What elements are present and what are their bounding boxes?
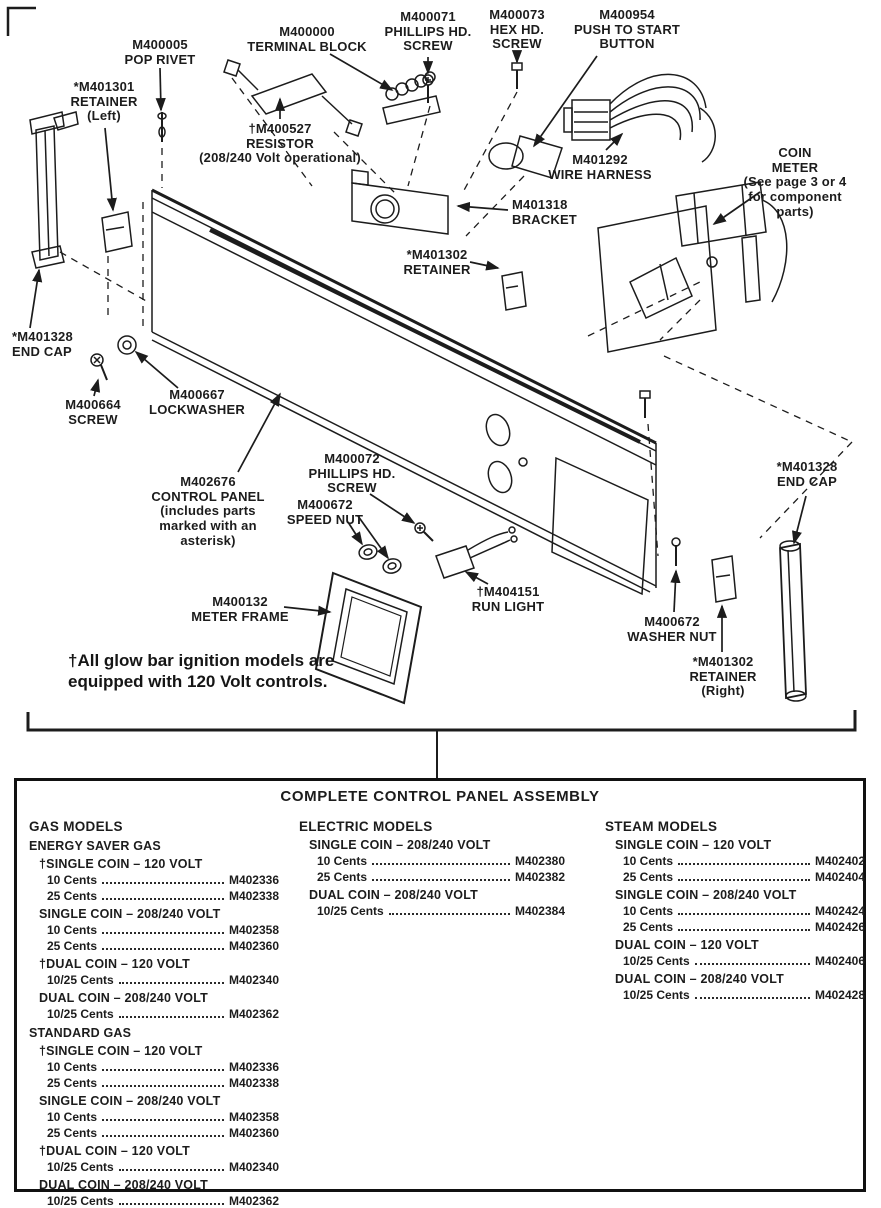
- model-group-title: DUAL COIN – 208/240 VOLT: [615, 972, 784, 986]
- part-row: [623, 854, 865, 868]
- dotted-leader: [102, 923, 224, 934]
- part-label-line: END CAP: [12, 343, 72, 359]
- part-label-line: *M401328: [776, 459, 838, 474]
- part-label-resistor: [199, 122, 361, 166]
- dotted-leader: [102, 889, 224, 900]
- coin-denomination: 10 Cents: [47, 873, 98, 887]
- part-label-meter-frame: [191, 595, 289, 624]
- part-label-line: M401318: [512, 197, 568, 212]
- part-label-line: WASHER NUT: [627, 628, 717, 644]
- part-label-end-cap-left: [12, 330, 73, 359]
- part-label-line: SCREW: [68, 411, 118, 427]
- column-header: STEAM MODELS: [605, 819, 718, 834]
- part-label-line: METER: [771, 159, 819, 175]
- dotted-leader: [389, 904, 510, 915]
- bracket-sketch: [352, 170, 448, 234]
- model-group: [615, 889, 865, 934]
- glow-bar-footnote: [68, 650, 334, 693]
- model-group-title: DUAL COIN – 208/240 VOLT: [309, 888, 478, 902]
- part-label-line: LOCKWASHER: [149, 401, 245, 417]
- part-number: M402340: [228, 1160, 279, 1174]
- coin-denomination: 25 Cents: [623, 920, 674, 934]
- dotted-leader: [102, 1076, 224, 1087]
- model-group: [615, 939, 865, 968]
- part-label-phillips-hd-screw-lower: [309, 452, 396, 496]
- part-label-line: parts): [776, 203, 814, 219]
- coin-denomination: 10/25 Cents: [47, 1194, 114, 1208]
- column-subheader: STANDARD GAS: [29, 1026, 132, 1040]
- coin-denomination: 25 Cents: [47, 1076, 98, 1090]
- model-group: [39, 858, 279, 903]
- coin-denomination: 10/25 Cents: [47, 1007, 114, 1021]
- model-group: [39, 908, 279, 953]
- dotted-leader: [119, 973, 224, 984]
- column-header: ELECTRIC MODELS: [299, 819, 433, 834]
- part-label-line: M400071: [400, 9, 456, 24]
- coin-denomination: 25 Cents: [47, 939, 98, 953]
- part-number: M402406: [814, 954, 865, 968]
- part-label-line: †M404151: [476, 584, 540, 599]
- part-number: M402360: [228, 939, 279, 953]
- model-group: [615, 973, 865, 1002]
- model-group-title: DUAL COIN – 208/240 VOLT: [39, 991, 208, 1005]
- part-label-phillips-hd-screw-top: [385, 10, 472, 54]
- coin-denomination: 10 Cents: [623, 904, 674, 918]
- model-group-title: SINGLE COIN – 208/240 VOLT: [39, 1094, 221, 1108]
- leader-arrows: [30, 51, 806, 652]
- model-group-title: SINGLE COIN – 208/240 VOLT: [309, 838, 491, 852]
- coin-denomination: 10/25 Cents: [623, 954, 690, 968]
- part-number: M402428: [814, 988, 865, 1002]
- part-row: [47, 1194, 279, 1208]
- dotted-leader: [678, 854, 810, 865]
- part-row: [623, 954, 865, 968]
- part-label-run-light: [472, 585, 545, 614]
- coin-denomination: 10 Cents: [47, 1110, 98, 1124]
- part-label-line: M400664: [65, 397, 121, 412]
- dotted-leader: [695, 988, 810, 999]
- dotted-leader: [102, 1126, 224, 1137]
- part-row: [623, 988, 865, 1002]
- part-label-line: (Right): [701, 683, 745, 699]
- models-column-electric: [299, 819, 565, 918]
- part-label-washer-nut: [627, 615, 716, 644]
- part-label-line: †M400527: [248, 121, 312, 136]
- model-group: [39, 1045, 279, 1090]
- part-label-line: M400132: [212, 594, 268, 609]
- footnote-line: †All glow bar ignition models are: [68, 651, 335, 670]
- part-label-line: HEX HD.: [489, 21, 545, 37]
- part-label-end-cap-right: [777, 460, 838, 489]
- screw-sketches: [415, 63, 522, 541]
- model-group-title: DUAL COIN – 120 VOLT: [615, 938, 759, 952]
- dotted-leader: [678, 904, 810, 915]
- part-label-screw: [65, 398, 121, 427]
- part-label-line: (Left): [87, 108, 121, 124]
- part-label-line: WIRE HARNESS: [548, 166, 652, 182]
- part-row: [317, 904, 565, 918]
- model-group-title: †DUAL COIN – 120 VOLT: [39, 957, 190, 971]
- table-columns: [17, 781, 865, 1208]
- part-label-line: *M401302: [406, 247, 468, 262]
- part-row: [47, 1076, 279, 1090]
- part-number: M402362: [228, 1194, 279, 1208]
- part-label-line: RUN LIGHT: [471, 598, 545, 614]
- part-row: [47, 1160, 279, 1174]
- coin-denomination: 25 Cents: [47, 889, 98, 903]
- model-group: [39, 992, 279, 1021]
- part-number: M402384: [514, 904, 565, 918]
- part-label-line: TERMINAL BLOCK: [247, 38, 367, 54]
- part-label-lockwasher: [149, 388, 245, 417]
- retainer-clip-sketches: [502, 272, 736, 602]
- wire-harness-sketch: [564, 74, 715, 162]
- model-group: [39, 1145, 279, 1174]
- part-label-control-panel: [151, 475, 264, 548]
- part-label-wire-harness: [548, 153, 652, 182]
- part-label-line: SPEED NUT: [286, 511, 364, 527]
- part-row: [623, 920, 865, 934]
- coin-denomination: 10/25 Cents: [47, 973, 114, 987]
- coin-denomination: 10/25 Cents: [623, 988, 690, 1002]
- model-group-title: DUAL COIN – 208/240 VOLT: [39, 1178, 208, 1192]
- dotted-leader: [102, 1060, 224, 1071]
- part-label-line: (See page 3 or 4: [743, 174, 847, 190]
- coin-denomination: 10 Cents: [623, 854, 674, 868]
- dotted-leader: [678, 920, 810, 931]
- dotted-leader: [119, 1007, 224, 1018]
- model-group-title: SINGLE COIN – 208/240 VOLT: [615, 888, 797, 902]
- coin-denomination: 10/25 Cents: [317, 904, 384, 918]
- column-subheader: ENERGY SAVER GAS: [29, 839, 161, 853]
- part-number: M402358: [228, 1110, 279, 1124]
- part-number: M402426: [814, 920, 865, 934]
- part-label-retainer-upper: [403, 248, 470, 277]
- part-number: M402338: [228, 1076, 279, 1090]
- part-number: M402404: [814, 870, 865, 884]
- part-label-line: BRACKET: [512, 211, 577, 227]
- part-row: [47, 923, 279, 937]
- model-group: [615, 839, 865, 884]
- footnote-line: equipped with 120 Volt controls.: [68, 672, 328, 692]
- dotted-leader: [372, 854, 510, 865]
- model-group: [309, 839, 565, 884]
- dotted-leader: [695, 954, 810, 965]
- part-label-retainer-left: [70, 80, 137, 124]
- column-header: GAS MODELS: [29, 819, 123, 834]
- part-label-line: M402676: [180, 474, 236, 489]
- part-label-line: PHILLIPS HD.: [384, 23, 472, 39]
- part-row: [47, 939, 279, 953]
- part-row: [623, 904, 865, 918]
- part-number: M402336: [228, 873, 279, 887]
- dotted-leader: [372, 870, 510, 881]
- part-label-line: M400667: [169, 387, 225, 402]
- part-number: M402358: [228, 923, 279, 937]
- part-label-line: END CAP: [777, 473, 837, 489]
- part-label-line: M400073: [489, 7, 545, 22]
- dotted-leader: [102, 939, 224, 950]
- dotted-leader: [678, 870, 810, 881]
- part-label-line: PUSH TO START: [573, 21, 681, 37]
- part-label-line: SCREW: [403, 38, 453, 54]
- part-row: [47, 1060, 279, 1074]
- part-label-line: (includes parts: [160, 503, 256, 519]
- part-number: M402336: [228, 1060, 279, 1074]
- model-group: [39, 1095, 279, 1140]
- part-row: [47, 973, 279, 987]
- models-column-steam: [605, 819, 865, 1002]
- part-label-line: M400000: [279, 24, 335, 39]
- part-label-line: POP RIVET: [124, 51, 196, 67]
- assembly-table: [14, 778, 866, 1208]
- part-label-line: SCREW: [327, 480, 377, 496]
- part-label-line: PHILLIPS HD.: [308, 465, 396, 481]
- part-label-line: *M401301: [73, 79, 135, 94]
- part-label-line: asterisk): [180, 532, 236, 548]
- part-label-line: SCREW: [492, 36, 542, 52]
- part-label-line: M400672: [644, 614, 700, 629]
- part-label-line: METER FRAME: [191, 608, 289, 624]
- model-group-title: †SINGLE COIN – 120 VOLT: [39, 857, 203, 871]
- part-number: M402362: [228, 1007, 279, 1021]
- part-label-line: BUTTON: [599, 36, 655, 52]
- coin-denomination: 10 Cents: [317, 854, 368, 868]
- coin-denomination: 10 Cents: [47, 923, 98, 937]
- coin-denomination: 25 Cents: [623, 870, 674, 884]
- part-label-line: RETAINER: [70, 93, 138, 109]
- model-group-title: †SINGLE COIN – 120 VOLT: [39, 1044, 203, 1058]
- part-row: [47, 889, 279, 903]
- part-number: M402338: [228, 889, 279, 903]
- part-label-line: M400005: [132, 37, 188, 52]
- part-row: [47, 1007, 279, 1021]
- part-row: [317, 854, 565, 868]
- part-label-line: M400954: [599, 7, 655, 22]
- part-label-bracket: [512, 198, 577, 227]
- part-number: M402380: [514, 854, 565, 868]
- model-group: [39, 958, 279, 987]
- part-number: M402360: [228, 1126, 279, 1140]
- part-row: [317, 870, 565, 884]
- terminal-block-sketch: [383, 72, 440, 124]
- part-label-line: M400672: [297, 497, 353, 512]
- table-title: COMPLETE CONTROL PANEL ASSEMBLY: [280, 788, 600, 805]
- part-label-terminal-block: [247, 25, 367, 54]
- model-group-title: SINGLE COIN – 208/240 VOLT: [39, 907, 221, 921]
- part-label-line: for component: [748, 189, 842, 205]
- part-label-line: marked with an: [159, 518, 257, 534]
- model-group: [39, 1179, 279, 1208]
- part-label-line: M401292: [572, 152, 628, 167]
- part-row: [47, 1126, 279, 1140]
- models-column-gas: [29, 819, 279, 1208]
- part-number: M402382: [514, 870, 565, 884]
- part-label-line: *M401302: [692, 654, 754, 669]
- part-label-speed-nut: [287, 498, 363, 527]
- coin-denomination: 25 Cents: [317, 870, 368, 884]
- part-label-push-to-start-button: [574, 8, 680, 52]
- part-row: [623, 870, 865, 884]
- part-number: M402424: [814, 904, 865, 918]
- coin-denomination: 10/25 Cents: [47, 1160, 114, 1174]
- part-label-line: (208/240 Volt operational): [199, 150, 361, 166]
- part-label-line: COIN: [778, 145, 812, 160]
- model-group-title: †DUAL COIN – 120 VOLT: [39, 1144, 190, 1158]
- model-group: [309, 889, 565, 918]
- dotted-leader: [102, 1110, 224, 1121]
- dotted-leader: [119, 1160, 224, 1171]
- part-label-line: M400072: [324, 451, 380, 466]
- coin-denomination: 25 Cents: [47, 1126, 98, 1140]
- dotted-leader: [102, 873, 224, 884]
- retainer-left-sketch: [30, 112, 132, 268]
- part-label-hex-hd-screw: [489, 8, 545, 52]
- pop-rivet-sketch: [158, 112, 166, 142]
- coin-denomination: 10 Cents: [47, 1060, 98, 1074]
- part-row: [47, 1110, 279, 1124]
- part-label-retainer-right: [689, 655, 756, 699]
- part-label-line: *M401328: [12, 329, 73, 344]
- part-label-line: CONTROL PANEL: [151, 488, 265, 504]
- part-label-line: RESISTOR: [246, 135, 314, 151]
- part-row: [47, 873, 279, 887]
- part-number: M402340: [228, 973, 279, 987]
- part-label-line: RETAINER: [689, 668, 757, 684]
- part-label-pop-rivet: [125, 38, 196, 67]
- part-label-coin-meter: [744, 146, 847, 219]
- part-number: M402402: [814, 854, 865, 868]
- model-group-title: SINGLE COIN – 120 VOLT: [615, 838, 772, 852]
- part-label-line: RETAINER: [403, 261, 471, 277]
